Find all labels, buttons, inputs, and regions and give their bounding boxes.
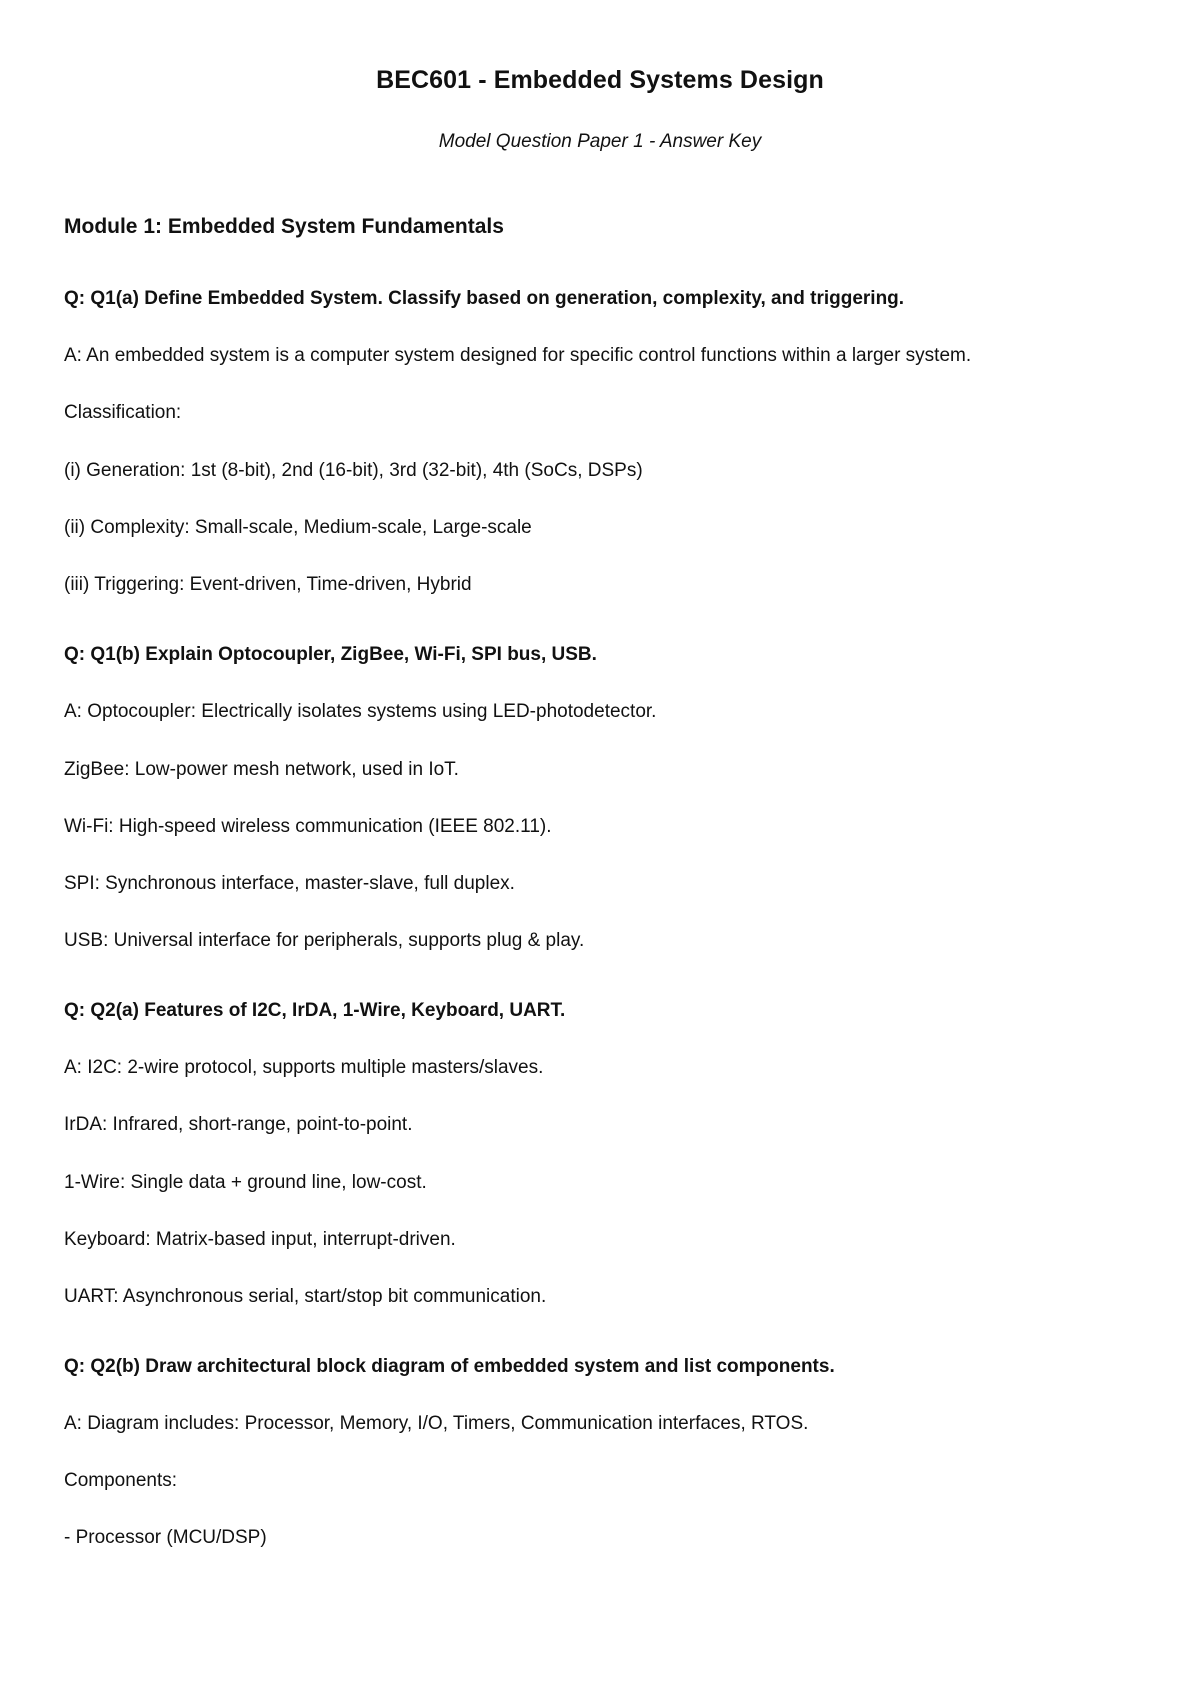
answer-line: (i) Generation: 1st (8-bit), 2nd (16-bit), 3rd (32-bit), 4th (SoCs, DSPs) bbox=[64, 460, 643, 481]
answer-line: Components: bbox=[64, 1470, 178, 1491]
document-title: BEC601 - Embedded Systems Design bbox=[376, 66, 824, 94]
answer-line: UART: Asynchronous serial, start/stop bit communication. bbox=[64, 1286, 547, 1307]
answer-line: 1-Wire: Single data + ground line, low-cost. bbox=[64, 1172, 427, 1193]
question-q1a: Q: Q1(a) Define Embedded System. Classify based on generation, complexity, and triggering. bbox=[64, 288, 905, 309]
answer-line: - Processor (MCU/DSP) bbox=[64, 1527, 267, 1548]
answer-line: (iii) Triggering: Event-driven, Time-driven, Hybrid bbox=[64, 574, 472, 595]
answer-line: (ii) Complexity: Small-scale, Medium-scale, Large-scale bbox=[64, 517, 532, 538]
answer-line: A: I2C: 2-wire protocol, supports multiple masters/slaves. bbox=[64, 1057, 544, 1078]
module-heading: Module 1: Embedded System Fundamentals bbox=[64, 215, 504, 238]
answer-line: IrDA: Infrared, short-range, point-to-point. bbox=[64, 1114, 413, 1135]
answer-line: Keyboard: Matrix-based input, interrupt-driven. bbox=[64, 1229, 456, 1250]
question-q2a: Q: Q2(a) Features of I2C, IrDA, 1-Wire, Keyboard, UART. bbox=[64, 1000, 566, 1021]
document-subtitle: Model Question Paper 1 - Answer Key bbox=[438, 131, 762, 152]
question-q1b: Q: Q1(b) Explain Optocoupler, ZigBee, Wi-Fi, SPI bus, USB. bbox=[64, 644, 597, 665]
answer-line: USB: Universal interface for peripherals, supports plug & play. bbox=[64, 930, 585, 951]
answer-line: A: Diagram includes: Processor, Memory, I/O, Timers, Communication interfaces, RTOS. bbox=[64, 1413, 809, 1434]
question-q2b: Q: Q2(b) Draw architectural block diagram of embedded system and list components. bbox=[64, 1356, 835, 1377]
answer-line: A: Optocoupler: Electrically isolates systems using LED-photodetector. bbox=[64, 701, 657, 722]
answer-line: Classification: bbox=[64, 402, 182, 423]
answer-line: Wi-Fi: High-speed wireless communication (IEEE 802.11). bbox=[64, 816, 552, 837]
answer-line: A: An embedded system is a computer system designed for specific control functions within a larger system. bbox=[64, 345, 972, 366]
answer-line: SPI: Synchronous interface, master-slave, full duplex. bbox=[64, 873, 515, 894]
answer-line: ZigBee: Low-power mesh network, used in IoT. bbox=[64, 759, 459, 780]
